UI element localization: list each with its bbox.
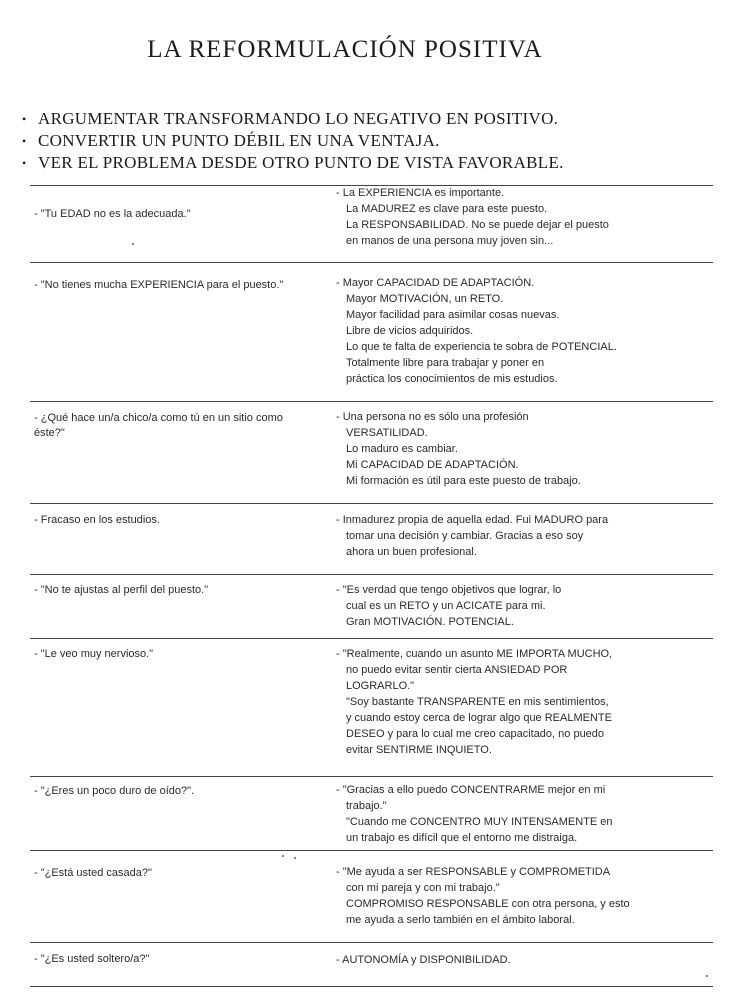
answer-line: "Cuando me CONCENTRO MUY INTENSAMENTE en	[346, 816, 613, 828]
positive-answer	[336, 952, 696, 968]
positive-answer	[336, 185, 696, 249]
answer-line: práctica los conocimientos de mis estudios.	[346, 373, 558, 385]
answer-line: LOGRARLO."	[346, 680, 415, 692]
objection-text: - "¿Está usted casada?"	[34, 867, 152, 879]
objection-text: - Fracaso en los estudios.	[34, 514, 160, 526]
answer-line: Mi CAPACIDAD DE ADAPTACIÓN.	[346, 459, 519, 471]
row-divider	[30, 776, 713, 777]
answer-line: Mayor facilidad para asimilar cosas nuevas.	[346, 309, 560, 321]
answer-line: "Soy bastante TRANSPARENTE en mis sentimientos,	[346, 696, 609, 708]
answer-line: trabajo."	[346, 800, 387, 812]
bullet-dot-icon: •	[22, 156, 27, 170]
bullet-item: • ARGUMENTAR TRANSFORMANDO LO NEGATIVO EN POSITIVO.	[22, 109, 559, 128]
row-divider	[30, 503, 713, 504]
answer-line: VERSATILIDAD.	[346, 427, 428, 439]
answer-line: evitar SENTIRME INQUIETO.	[346, 744, 492, 756]
scan-speck	[132, 243, 134, 245]
bullet-dot-icon: •	[22, 134, 27, 148]
answer-line: Libre de vicios adquiridos.	[346, 325, 474, 337]
positive-answer	[336, 782, 696, 846]
scan-speck	[706, 975, 708, 977]
row-divider	[30, 574, 713, 575]
objection-text: - "Le veo muy nervioso."	[34, 648, 154, 660]
answer-line: ahora un buen profesional.	[346, 546, 477, 558]
bullet-list	[22, 108, 722, 174]
answer-line: Gran MOTIVACIÓN. POTENCIAL.	[346, 616, 514, 628]
page-title: LA REFORMULACIÓN POSITIVA	[147, 36, 543, 63]
answer-line: - La EXPERIENCIA es importante.	[336, 187, 505, 199]
answer-line: un trabajo es difícil que el entorno me distraiga.	[346, 832, 578, 844]
answer-line: Mayor MOTIVACIÓN, un RETO.	[346, 293, 504, 305]
answer-line: Mi formación es útil para este puesto de trabajo.	[346, 475, 581, 487]
row-divider	[30, 850, 713, 851]
answer-line: y cuando estoy cerca de lograr algo que REALMENTE	[346, 712, 612, 724]
row-divider	[30, 638, 713, 639]
objection-text: - "Tu EDAD no es la adecuada."	[34, 208, 191, 220]
scan-speck	[282, 855, 284, 857]
positive-answer	[336, 864, 696, 928]
answer-line: tomar una decisión y cambiar. Gracias a eso soy	[346, 530, 584, 542]
answer-line: Lo maduro es cambiar.	[346, 443, 458, 455]
objection-text: - ¿Qué hace un/a chico/a como tú en un sitio como éste?"	[34, 412, 283, 439]
bullet-item: • CONVERTIR UN PUNTO DÉBIL EN UNA VENTAJA.	[22, 131, 440, 150]
row-divider	[30, 942, 713, 943]
answer-line: La MADUREZ es clave para este puesto.	[346, 203, 548, 215]
answer-line: en manos de una persona muy joven sin...	[346, 235, 554, 247]
bullet-item: • VER EL PROBLEMA DESDE OTRO PUNTO DE VISTA FAVORABLE.	[22, 153, 564, 172]
objection-text: - "¿Es usted soltero/a?"	[34, 953, 150, 965]
answer-line: - "Es verdad que tengo objetivos que lograr, lo	[336, 584, 562, 596]
positive-answer	[336, 275, 696, 387]
scan-speck	[294, 857, 296, 859]
objection-text: - "¿Eres un poco duro de oído?".	[34, 785, 195, 797]
answer-line: COMPROMISO RESPONSABLE con otra persona, y esto	[346, 898, 630, 910]
answer-line: Totalmente libre para trabajar y poner en	[346, 357, 545, 369]
objection-text: - "No tienes mucha EXPERIENCIA para el puesto."	[34, 279, 284, 291]
answer-line: - "Gracias a ello puedo CONCENTRARME mejor en mi	[336, 784, 606, 796]
row-divider	[30, 262, 713, 263]
row-divider	[30, 986, 713, 987]
answer-line: - "Realmente, cuando un asunto ME IMPORTA MUCHO,	[336, 648, 613, 660]
positive-answer	[336, 582, 696, 630]
bullet-dot-icon: •	[22, 112, 27, 126]
answer-line: no puedo evitar sentir cierta ANSIEDAD POR	[346, 664, 568, 676]
answer-line: - AUTONOMÍA y DISPONIBILIDAD.	[336, 954, 511, 966]
positive-answer	[336, 646, 696, 758]
positive-answer	[336, 409, 696, 489]
answer-line: - Inmadurez propia de aquella edad. Fui MADURO para	[336, 514, 609, 526]
answer-line: cual es un RETO y un ACICATE para mi.	[346, 600, 546, 612]
answer-line: Lo que te falta de experiencia te sobra de POTENCIAL.	[346, 341, 617, 353]
answer-line: con mi pareja y con mi trabajo."	[346, 882, 500, 894]
answer-line: - "Me ayuda a ser RESPONSABLE y COMPROMETIDA	[336, 866, 611, 878]
positive-answer	[336, 512, 696, 560]
objection-text: - "No te ajustas al perfil del puesto."	[34, 584, 209, 596]
answer-line: - Una persona no es sólo una profesión	[336, 411, 529, 423]
answer-line: - Mayor CAPACIDAD DE ADAPTACIÓN.	[336, 277, 535, 289]
answer-line: La RESPONSABILIDAD. No se puede dejar el puesto	[346, 219, 609, 231]
answer-line: me ayuda a serlo también en el ámbito laboral.	[346, 914, 575, 926]
row-divider	[30, 401, 713, 402]
answer-line: DESEO y para lo cual me creo capacitado, no puedo	[346, 728, 605, 740]
